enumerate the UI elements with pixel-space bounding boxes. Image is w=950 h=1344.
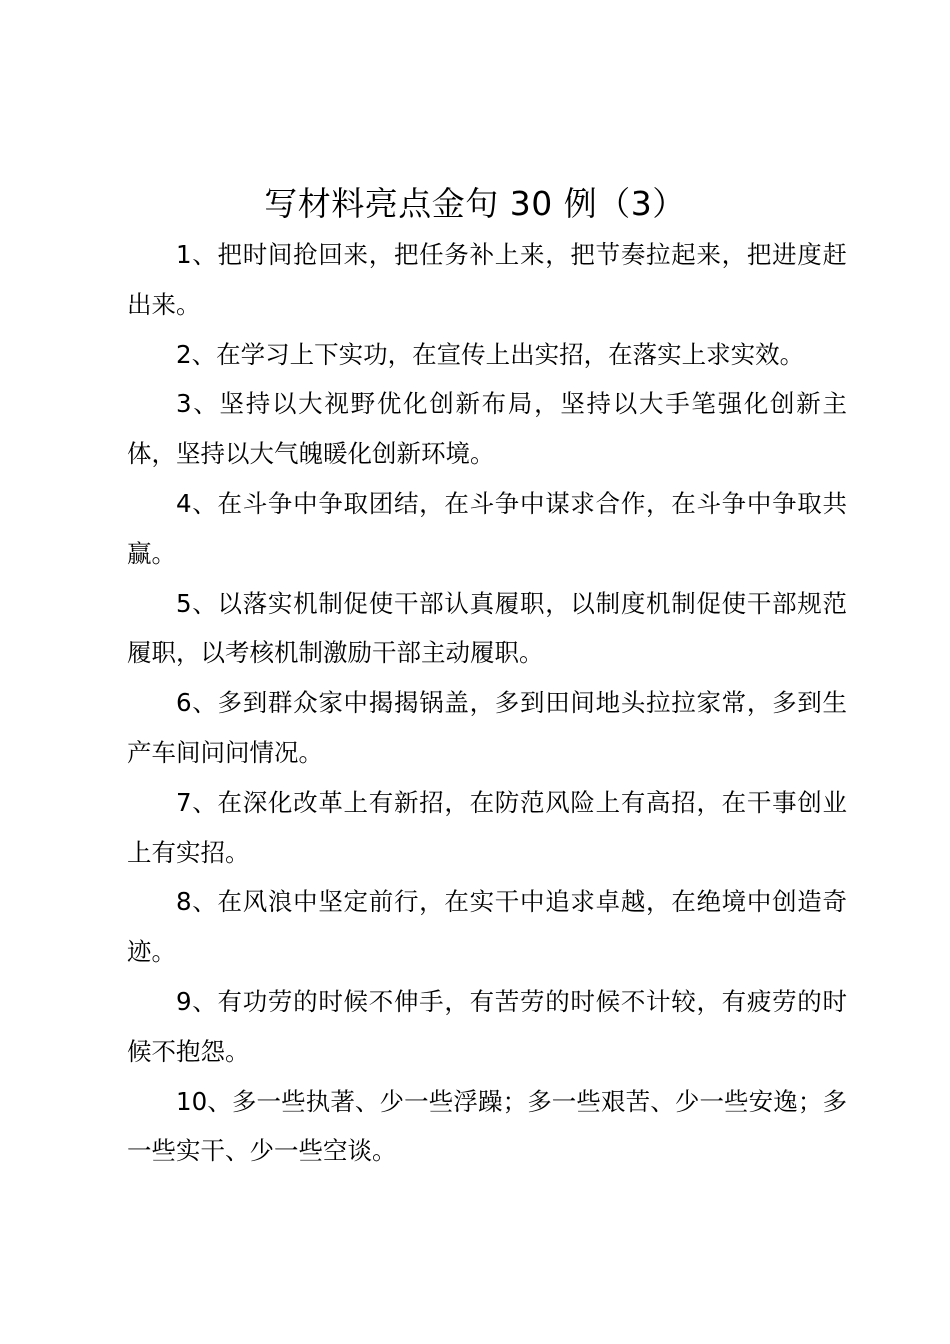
paragraph-1: 1、把时间抢回来，把任务补上来，把节奏拉起来，把进度赶出来。: [127, 240, 847, 319]
document-title: 写材料亮点金句 30 例（3）: [264, 184, 686, 223]
paragraph-5: 5、以落实机制促使干部认真履职，以制度机制促使干部规范履职，以考核机制激励干部主动履职。: [127, 588, 847, 668]
paragraph-3: 3、坚持以大视野优化创新布局，坚持以大手笔强化创新主体，坚持以大气魄暖化创新环境。: [127, 389, 847, 469]
paragraph-9: 9、有功劳的时候不伸手，有苦劳的时候不计较，有疲劳的时候不抱怨。: [127, 986, 847, 1066]
paragraph-6: 6、多到群众家中揭揭锅盖，多到田间地头拉拉家常，多到生产车间问问情况。: [127, 688, 847, 767]
paragraph-8: 8、在风浪中坚定前行，在实干中追求卓越，在绝境中创造奇迹。: [127, 887, 847, 967]
paragraph-10: 10、多一些执著、少一些浮躁；多一些艰苦、少一些安逸；多一些实干、少一些空谈。: [127, 1086, 847, 1166]
paragraph-7: 7、在深化改革上有新招，在防范风险上有高招，在干事创业上有实招。: [127, 787, 847, 867]
document-body: [127, 230, 847, 1176]
paragraph-4: 4、在斗争中争取团结，在斗争中谋求合作，在斗争中争取共赢。: [127, 488, 847, 568]
paragraph-2: 2、在学习上下实功，在宣传上出实招，在落实上求实效。: [176, 339, 805, 369]
